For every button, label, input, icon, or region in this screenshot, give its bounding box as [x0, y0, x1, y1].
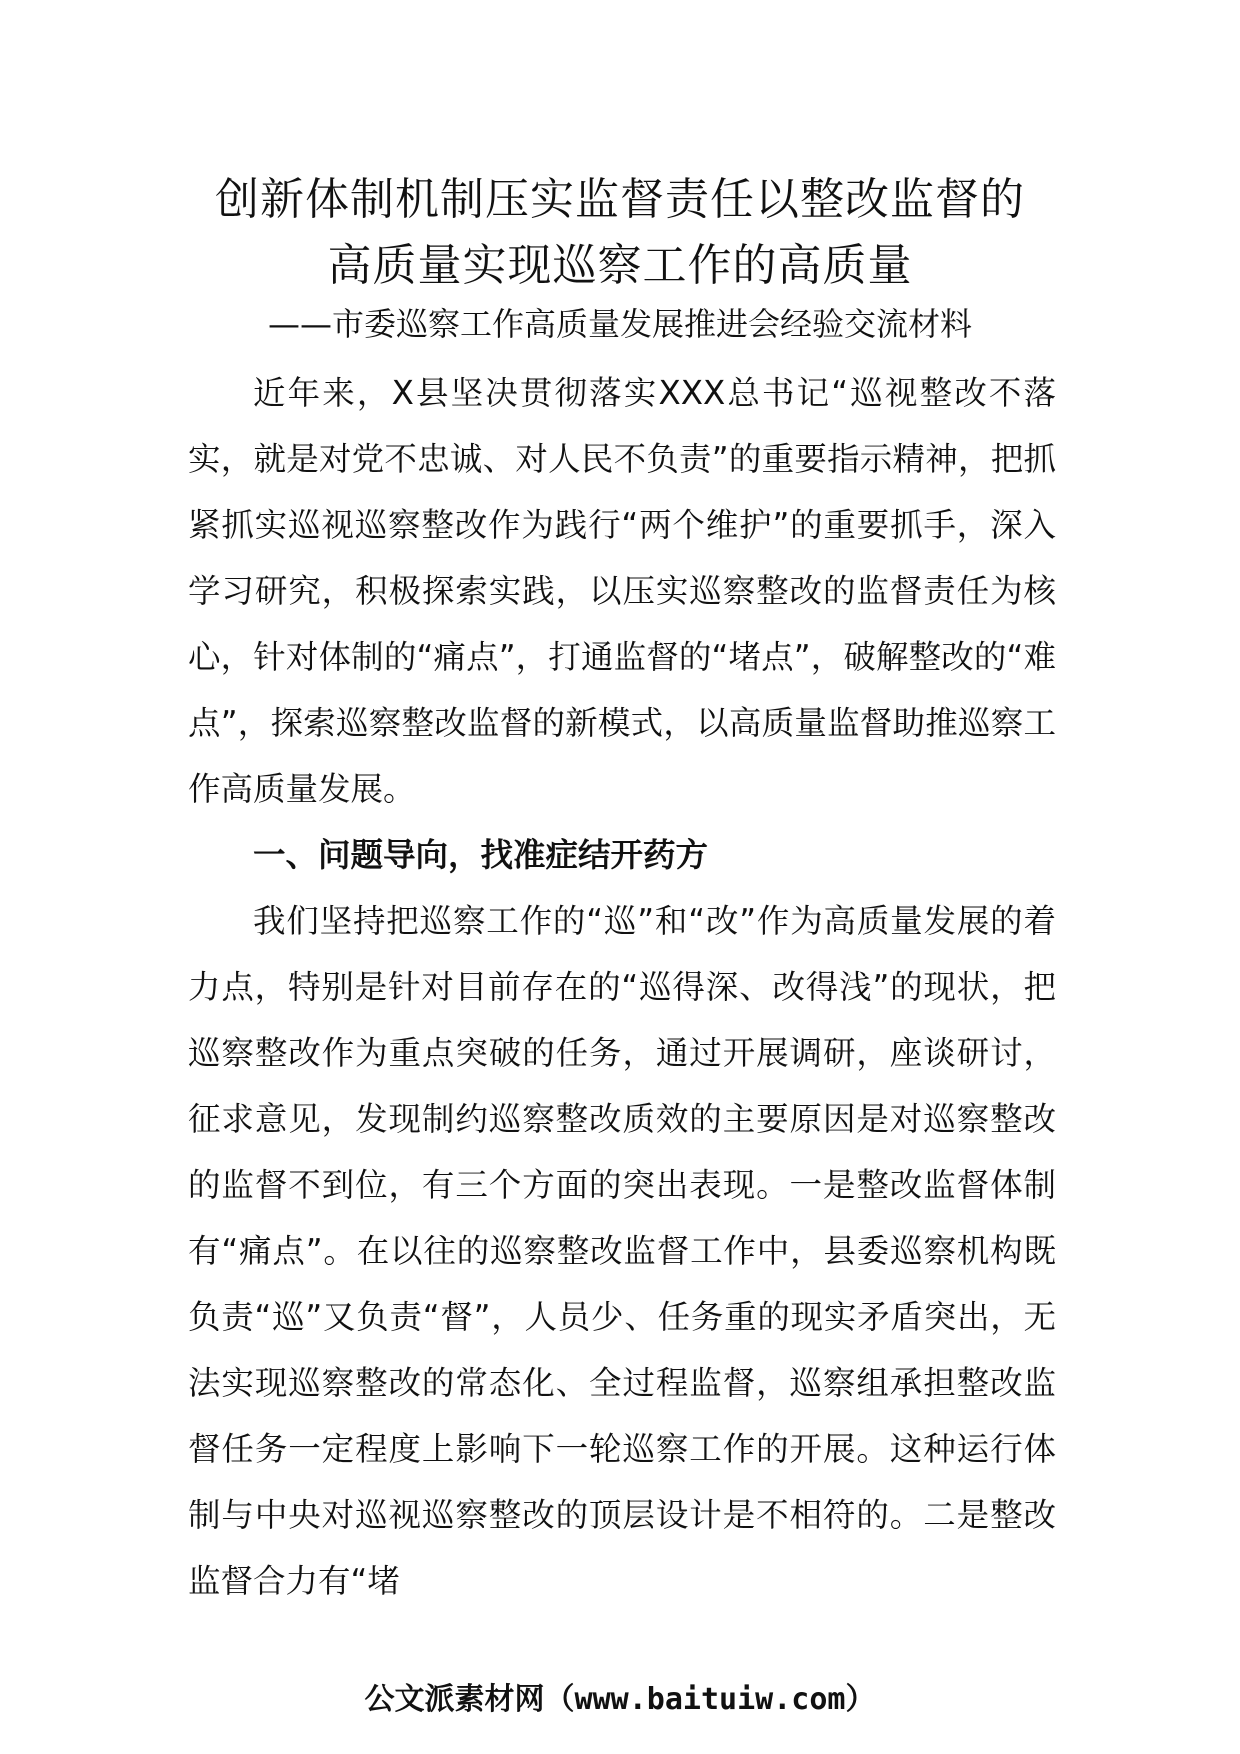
document-subtitle: ——市委巡察工作高质量发展推进会经验交流材料 — [267, 305, 972, 343]
document-title-line-2: 高质量实现巡察工作的高质量 — [327, 240, 913, 291]
footer-watermark — [150, 1680, 1090, 1720]
footer-site-url: www.baituiw.com — [574, 1682, 846, 1717]
paragraph-intro: 近年来，X县坚决贯彻落实XXX总书记“巡视整改不落实，就是对党不忠诚、对人民不负责”的重要指示精神，把抓紧抓实巡视巡察整改作为践行“两个维护”的重要抓手，深入学习研究，积极探索实践，以压实巡察整改的监督责任为核心，针对体制的“痛点”，打通监督的“堵点”，破解整改的“难点”，探索巡察整改监督的新模式，以高质量监督助推巡察工作高质量发展。 — [188, 374, 1056, 808]
paragraph-section-1: 我们坚持把巡察工作的“巡”和“改”作为高质量发展的着力点，特别是针对目前存在的“巡得深、改得浅”的现状，把巡察整改作为重点突破的任务，通过开展调研，座谈研讨，征求意见，发现制约巡察整改质效的主要原因是对巡察整改的监督不到位，有三个方面的突出表现。一是整改监督体制有“痛点”。在以往的巡察整改监督工作中，县委巡察机构既负责“巡”又负责“督”，人员少、任务重的现实矛盾突出，无法实现巡察整改的常态化、全过程监督，巡察组承担整改监督任务一定程度上影响下一轮巡察工作的开展。这种运行体制与中央对巡视巡察整改的顶层设计是不相符的。二是整改监督合力有“堵 — [188, 902, 1056, 1600]
footer-close-paren: ） — [845, 1682, 876, 1717]
section-heading-1: 一、问题导向，找准症结开药方 — [253, 836, 709, 874]
document-body — [188, 360, 1056, 1614]
document-title-line-1: 创新体制机制压实监督责任以整改监督的 — [215, 174, 1025, 225]
footer-site-name: 公文派素材网（ — [364, 1682, 575, 1717]
